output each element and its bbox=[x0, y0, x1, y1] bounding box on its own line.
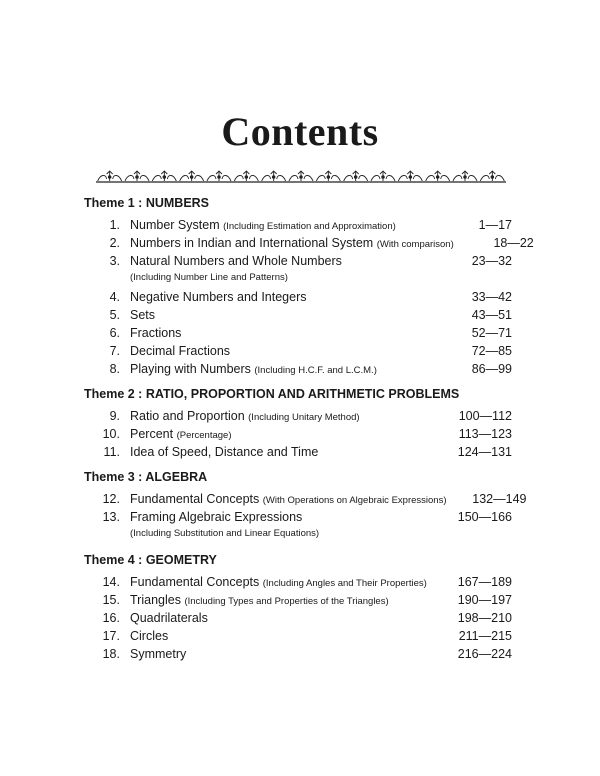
table-of-contents bbox=[84, 190, 534, 663]
chapter-note: (Including Angles and Their Properties) bbox=[262, 578, 427, 589]
chapter-note: (Including Unitary Method) bbox=[248, 412, 360, 423]
page-range: 211—215 bbox=[458, 629, 512, 643]
flourish-icon bbox=[316, 171, 340, 181]
chapter-title-wrap bbox=[130, 252, 432, 270]
page-range: 124—131 bbox=[457, 445, 512, 459]
chapter-title: Framing Algebraic Expressions bbox=[130, 510, 303, 524]
flourish-icon bbox=[125, 171, 149, 181]
flourish-icon bbox=[98, 171, 122, 181]
chapter-title-wrap bbox=[130, 443, 432, 461]
page-range: 216—224 bbox=[457, 647, 512, 661]
toc-entry[interactable] bbox=[84, 324, 514, 342]
page-range: 150—166 bbox=[457, 510, 512, 524]
page-range: 1—17 bbox=[478, 218, 512, 232]
toc-entry[interactable] bbox=[84, 306, 514, 324]
chapter-title: Symmetry bbox=[130, 647, 187, 661]
chapter-subnote: (Including Substitution and Linear Equations) bbox=[130, 528, 320, 539]
chapter-number: 1. bbox=[109, 218, 120, 232]
chapter-number: 2. bbox=[109, 236, 120, 250]
page-range: 167—189 bbox=[457, 575, 512, 589]
theme-heading: Theme 4 : GEOMETRY bbox=[84, 553, 217, 567]
flourish-icon bbox=[371, 171, 395, 181]
chapter-title: Ratio and Proportion bbox=[130, 409, 245, 423]
chapter-title-wrap bbox=[130, 645, 432, 663]
chapter-note: (Including Types and Properties of the Triangles) bbox=[184, 596, 389, 607]
chapter-title: Playing with Numbers bbox=[130, 362, 251, 376]
flourish-icon bbox=[207, 171, 231, 181]
toc-entry[interactable] bbox=[84, 252, 514, 270]
toc-entry[interactable] bbox=[84, 216, 514, 234]
page-range: 33—42 bbox=[471, 290, 512, 304]
toc-entry[interactable] bbox=[84, 627, 514, 645]
chapter-title-wrap bbox=[130, 407, 432, 427]
page-range: 113—123 bbox=[458, 427, 512, 441]
toc-entry[interactable] bbox=[84, 342, 514, 360]
toc-entry[interactable] bbox=[84, 490, 527, 508]
flourish-icon bbox=[289, 171, 313, 181]
chapter-title: Natural Numbers and Whole Numbers bbox=[130, 254, 342, 268]
toc-entry[interactable] bbox=[84, 234, 534, 252]
chapter-number: 7. bbox=[109, 344, 120, 358]
flourish-icon bbox=[180, 171, 204, 181]
chapter-title: Idea of Speed, Distance and Time bbox=[130, 445, 319, 459]
chapter-title-wrap bbox=[130, 425, 432, 445]
chapter-note: (With Operations on Algebraic Expressions) bbox=[262, 495, 447, 506]
flourish-icon bbox=[398, 171, 422, 181]
chapter-title: Fractions bbox=[130, 326, 182, 340]
page-range: 18—22 bbox=[493, 236, 534, 250]
chapter-title-wrap bbox=[130, 288, 432, 306]
chapter-title: Number System bbox=[130, 218, 220, 232]
flourish-icon bbox=[152, 171, 176, 181]
page-range: 23—32 bbox=[471, 254, 512, 268]
chapter-title: Sets bbox=[130, 308, 156, 322]
toc-entry[interactable] bbox=[84, 609, 514, 627]
chapter-number: 9. bbox=[109, 409, 120, 423]
chapter-title-wrap bbox=[130, 234, 454, 254]
chapter-title-wrap bbox=[130, 360, 432, 380]
chapter-title-wrap bbox=[130, 573, 432, 593]
toc-entry[interactable] bbox=[84, 508, 514, 526]
chapter-title: Numbers in Indian and International System bbox=[130, 236, 374, 250]
theme-heading: Theme 3 : ALGEBRA bbox=[84, 470, 208, 484]
page-title: Contents bbox=[221, 109, 379, 154]
flourish-icon bbox=[426, 171, 450, 181]
chapter-title: Circles bbox=[130, 629, 169, 643]
toc-entry[interactable] bbox=[84, 591, 514, 609]
chapter-title-wrap bbox=[130, 490, 446, 510]
toc-entry[interactable] bbox=[84, 443, 514, 461]
chapter-title: Negative Numbers and Integers bbox=[130, 290, 307, 304]
chapter-number: 16. bbox=[102, 611, 120, 625]
chapter-number: 6. bbox=[109, 326, 120, 340]
chapter-number: 8. bbox=[109, 362, 120, 376]
chapter-number: 12. bbox=[102, 492, 120, 506]
flourish-icon bbox=[480, 171, 504, 181]
chapter-title-wrap bbox=[130, 306, 432, 324]
chapter-title-wrap bbox=[130, 591, 432, 611]
chapter-number: 18. bbox=[102, 647, 120, 661]
theme-heading: Theme 2 : RATIO, PROPORTION AND ARITHMETIC PROBLEMS bbox=[84, 387, 460, 401]
toc-entry[interactable] bbox=[84, 573, 514, 591]
flourish-icon bbox=[262, 171, 286, 181]
chapter-number: 17. bbox=[102, 629, 120, 643]
chapter-title-wrap bbox=[130, 609, 432, 627]
chapter-note: (Including Estimation and Approximation) bbox=[223, 221, 396, 232]
page-range: 43—51 bbox=[471, 308, 512, 322]
chapter-note: (Including H.C.F. and L.C.M.) bbox=[254, 365, 377, 376]
toc-entry[interactable] bbox=[84, 645, 514, 663]
chapter-number: 15. bbox=[102, 593, 120, 607]
chapter-number: 4. bbox=[109, 290, 120, 304]
chapter-number: 13. bbox=[102, 510, 120, 524]
page-range: 52—71 bbox=[471, 326, 512, 340]
chapter-number: 5. bbox=[109, 308, 120, 322]
chapter-number: 3. bbox=[109, 254, 120, 268]
chapter-title: Fundamental Concepts bbox=[130, 492, 260, 506]
chapter-note: (With comparison) bbox=[376, 239, 454, 250]
page-range: 190—197 bbox=[457, 593, 512, 607]
toc-entry[interactable] bbox=[84, 360, 514, 378]
theme-heading: Theme 1 : NUMBERS bbox=[84, 196, 210, 210]
page-range: 198—210 bbox=[457, 611, 512, 625]
chapter-title: Percent bbox=[130, 427, 174, 441]
toc-entry[interactable] bbox=[84, 288, 514, 306]
chapter-title-wrap bbox=[130, 324, 432, 342]
chapter-title-wrap bbox=[130, 216, 432, 236]
chapter-number: 11. bbox=[103, 445, 120, 459]
flourish-icon bbox=[453, 171, 477, 181]
ornament-divider bbox=[96, 168, 506, 184]
chapter-title: Fundamental Concepts bbox=[130, 575, 260, 589]
page-range: 100—112 bbox=[458, 409, 512, 423]
page-range: 86—99 bbox=[471, 362, 512, 376]
page-range: 72—85 bbox=[471, 344, 512, 358]
chapter-subnote: (Including Number Line and Patterns) bbox=[130, 272, 288, 283]
chapter-title-wrap bbox=[130, 508, 432, 526]
chapter-title: Quadrilaterals bbox=[130, 611, 208, 625]
chapter-title: Decimal Fractions bbox=[130, 344, 231, 358]
chapter-title-wrap bbox=[130, 627, 432, 645]
chapter-title: Triangles bbox=[130, 593, 181, 607]
flourish-icon bbox=[344, 171, 368, 181]
toc-entry[interactable] bbox=[84, 425, 514, 443]
chapter-number: 10. bbox=[102, 427, 120, 441]
toc-entry[interactable] bbox=[84, 407, 514, 425]
flourish-icon bbox=[234, 171, 258, 181]
chapter-title-wrap bbox=[130, 342, 432, 360]
chapter-number: 14. bbox=[102, 575, 120, 589]
chapter-note: (Percentage) bbox=[176, 430, 232, 441]
page-range: 132—149 bbox=[472, 492, 527, 506]
